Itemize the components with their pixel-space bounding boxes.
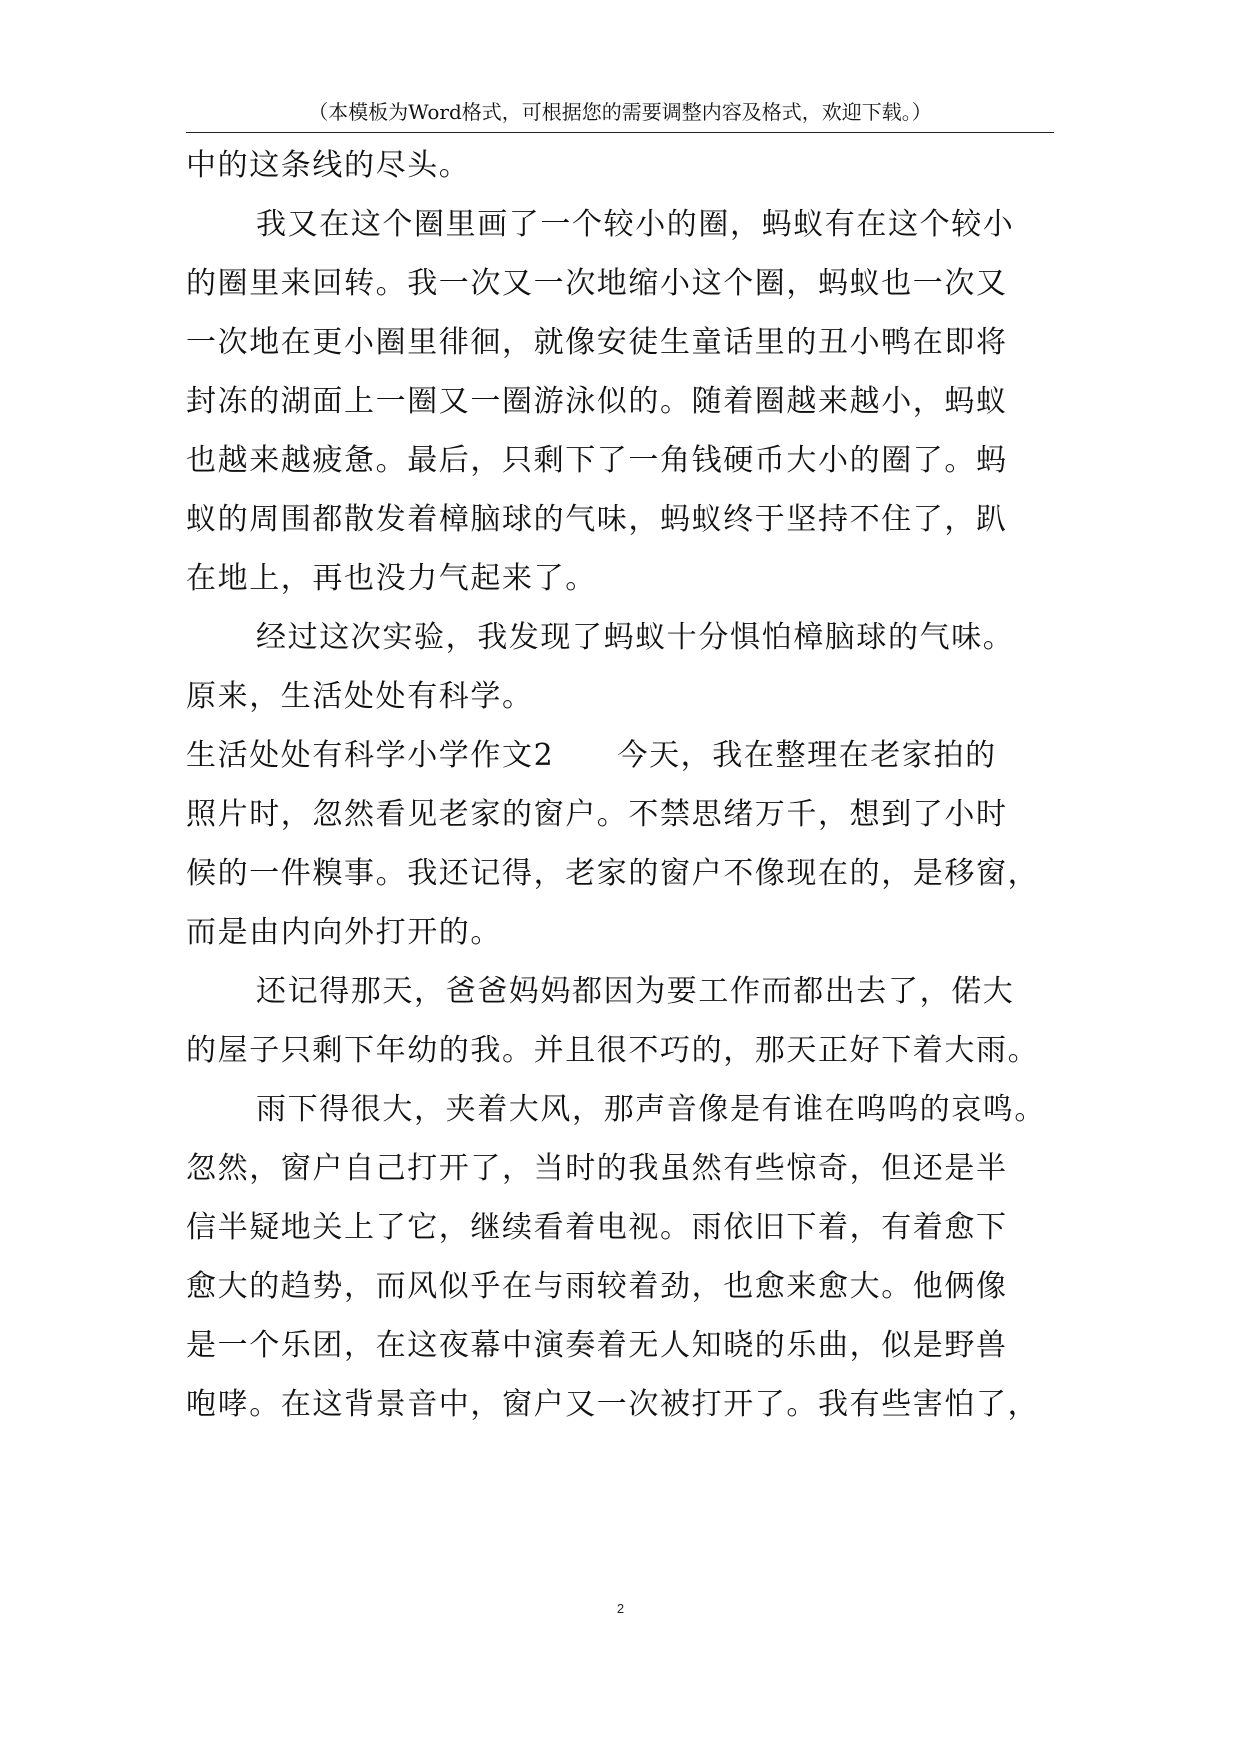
body-line: 一次地在更小圈里徘徊，就像安徒生童话里的丑小鸭在即将 xyxy=(186,325,1008,360)
body-line: 蚁的周围都散发着樟脑球的气味，蚂蚁终于坚持不住了，趴 xyxy=(186,502,1008,537)
body-line: 我又在这个圈里画了一个较小的圈，蚂蚁有在这个较小 xyxy=(256,207,1015,242)
body-line: 愈大的趋势，而风似乎在与雨较着劲，也愈来愈大。他俩像 xyxy=(186,1269,1008,1304)
body-line: 也越来越疲惫。最后，只剩下了一角钱硬币大小的圈了。蚂 xyxy=(186,443,1008,478)
body-line: 而是由内向外打开的。 xyxy=(186,915,502,950)
body-line: 候的一件糗事。我还记得，老家的窗户不像现在的，是移窗， xyxy=(186,856,1040,891)
body-line: 是一个乐团，在这夜幕中演奏着无人知晓的乐曲，似是野兽 xyxy=(186,1328,1008,1363)
body-line: 忽然，窗户自己打开了，当时的我虽然有些惊奇，但还是半 xyxy=(186,1151,1008,1186)
body-line: 原来，生活处处有科学。 xyxy=(186,679,534,714)
body-line: 经过这次实验，我发现了蚂蚁十分惧怕樟脑球的气味。 xyxy=(256,620,1015,655)
body-line: 封冻的湖面上一圈又一圈游泳似的。随着圈越来越小，蚂蚁 xyxy=(186,384,1008,419)
page-number: 2 xyxy=(616,1601,625,1616)
body-line: 照片时，忽然看见老家的窗户。不禁思绪万千，想到了小时 xyxy=(186,797,1008,832)
body-line: 的圈里来回转。我一次又一次地缩小这个圈，蚂蚁也一次又 xyxy=(186,266,1008,301)
header-divider xyxy=(186,132,1054,133)
body-line: 还记得那天，爸爸妈妈都因为要工作而都出去了，偌大 xyxy=(256,974,1015,1009)
body-line: 中的这条线的尽头。 xyxy=(186,148,471,183)
body-line: 的屋子只剩下年幼的我。并且很不巧的，那天正好下着大雨。 xyxy=(186,1033,1040,1068)
body-line: 信半疑地关上了它，继续看着电视。雨依旧下着，有着愈下 xyxy=(186,1210,1008,1245)
body-line: 咆哮。在这背景音中，窗户又一次被打开了。我有些害怕了， xyxy=(186,1387,1040,1422)
body-line: 在地上，再也没力气起来了。 xyxy=(186,561,597,596)
page-header: （本模板为Word格式，可根据您的需要调整内容及格式，欢迎下载。） xyxy=(308,100,932,124)
body-line: 雨下得很大，夹着大风，那声音像是有谁在呜呜的哀鸣。 xyxy=(256,1092,1046,1127)
body-line: 生活处处有科学小学作文2 今天，我在整理在老家拍的 xyxy=(186,738,997,773)
